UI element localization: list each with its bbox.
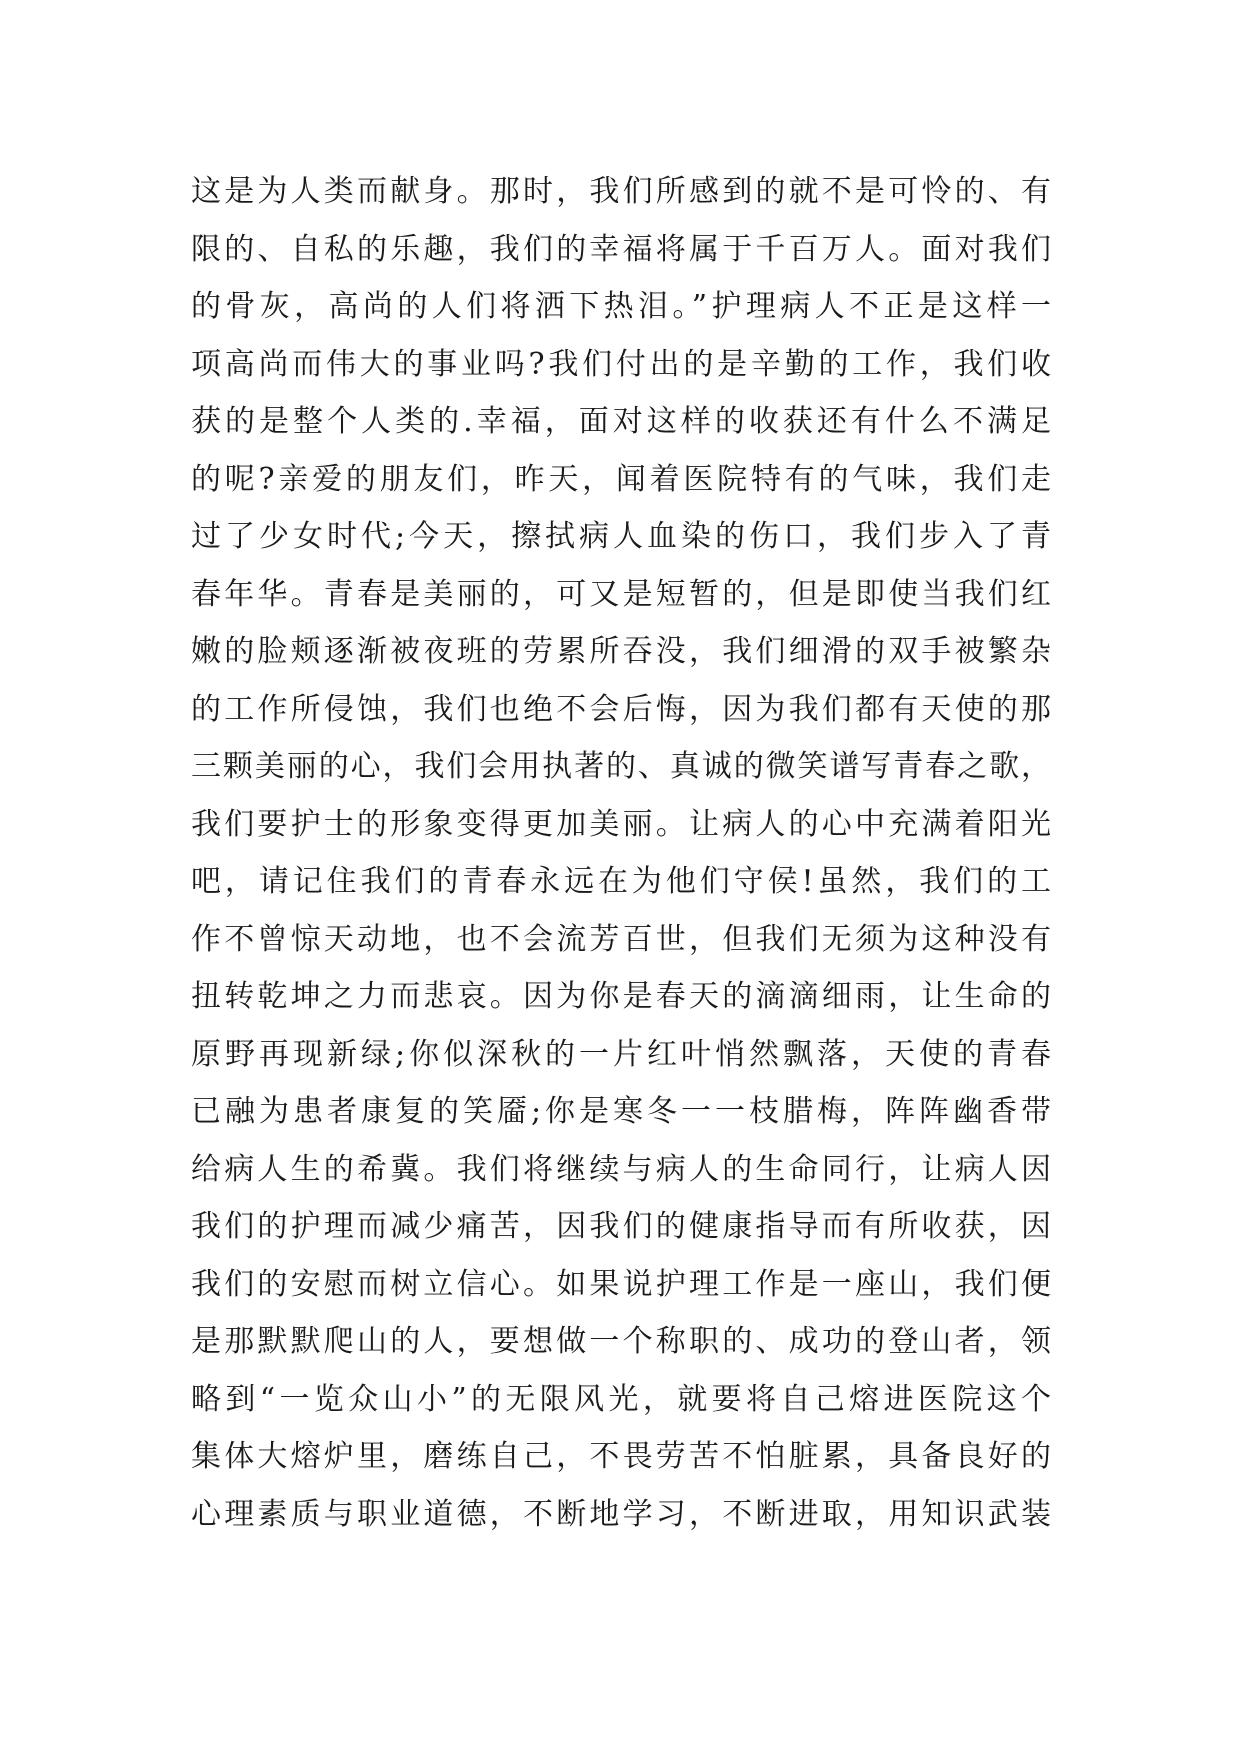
text-line: 我们的护理而减少痛苦，因我们的健康指导而有所收获，因 bbox=[191, 1209, 1051, 1244]
text-line: 项高尚而伟大的事业吗?我们付出的是辛勤的工作，我们收 bbox=[191, 346, 1051, 382]
text-line: 过了少女时代;今天，擦拭病人血染的伤口，我们步入了青 bbox=[191, 519, 1051, 554]
text-line: 我们的安慰而树立信心。如果说护理工作是一座山，我们便 bbox=[191, 1266, 1051, 1302]
text-line: 的呢?亲爱的朋友们，昨天，闻着医院特有的气味，我们走 bbox=[191, 461, 1051, 497]
text-line: 春年华。青春是美丽的，可又是短暂的，但是即使当我们红 bbox=[191, 576, 1051, 612]
text-line: 三颗美丽的心，我们会用执著的、真诚的微笑谱写青春之歌， bbox=[191, 749, 1051, 784]
text-line: 获的是整个人类的.幸福，面对这样的收获还有什么不满足 bbox=[191, 404, 1051, 439]
body-text bbox=[191, 163, 1051, 1543]
text-line: 原野再现新绿;你似深秋的一片红叶悄然飘落，天使的青春 bbox=[191, 1036, 1051, 1072]
text-line: 这是为人类而献身。那时，我们所感到的就不是可怜的、有 bbox=[191, 174, 1051, 209]
text-line: 扭转乾坤之力而悲哀。因为你是春天的滴滴细雨，让生命的 bbox=[191, 979, 1051, 1014]
text-line: 心理素质与职业道德，不断地学习，不断进取，用知识武装 bbox=[191, 1496, 1051, 1532]
text-line: 是那默默爬山的人，要想做一个称职的、成功的登山者，领 bbox=[191, 1324, 1051, 1359]
text-line: 集体大熔炉里，磨练自己，不畏劳苦不怕脏累，具备良好的 bbox=[191, 1439, 1051, 1474]
text-line: 已融为患者康复的笑靥;你是寒冬一一枝腊梅，阵阵幽香带 bbox=[191, 1094, 1051, 1129]
text-line: 限的、自私的乐趣，我们的幸福将属于千百万人。面对我们 bbox=[191, 231, 1051, 267]
text-line: 给病人生的希冀。我们将继续与病人的生命同行，让病人因 bbox=[191, 1151, 1051, 1187]
text-line: 吧，请记住我们的青春永远在为他们守侯!虽然，我们的工 bbox=[191, 864, 1051, 899]
text-line: 的骨灰，高尚的人们将洒下热泪。”护理病人不正是这样一 bbox=[191, 289, 1051, 324]
text-line: 的工作所侵蚀，我们也绝不会后悔，因为我们都有天使的那 bbox=[191, 691, 1051, 727]
text-line: 我们要护士的形象变得更加美丽。让病人的心中充满着阳光 bbox=[191, 806, 1051, 842]
text-line: 略到“一览众山小”的无限风光，就要将自己熔进医院这个 bbox=[191, 1381, 1051, 1417]
text-line: 嫩的脸颊逐渐被夜班的劳累所吞没，我们细滑的双手被繁杂 bbox=[191, 634, 1051, 669]
text-line: 作不曾惊天动地，也不会流芳百世，但我们无须为这种没有 bbox=[191, 921, 1051, 957]
